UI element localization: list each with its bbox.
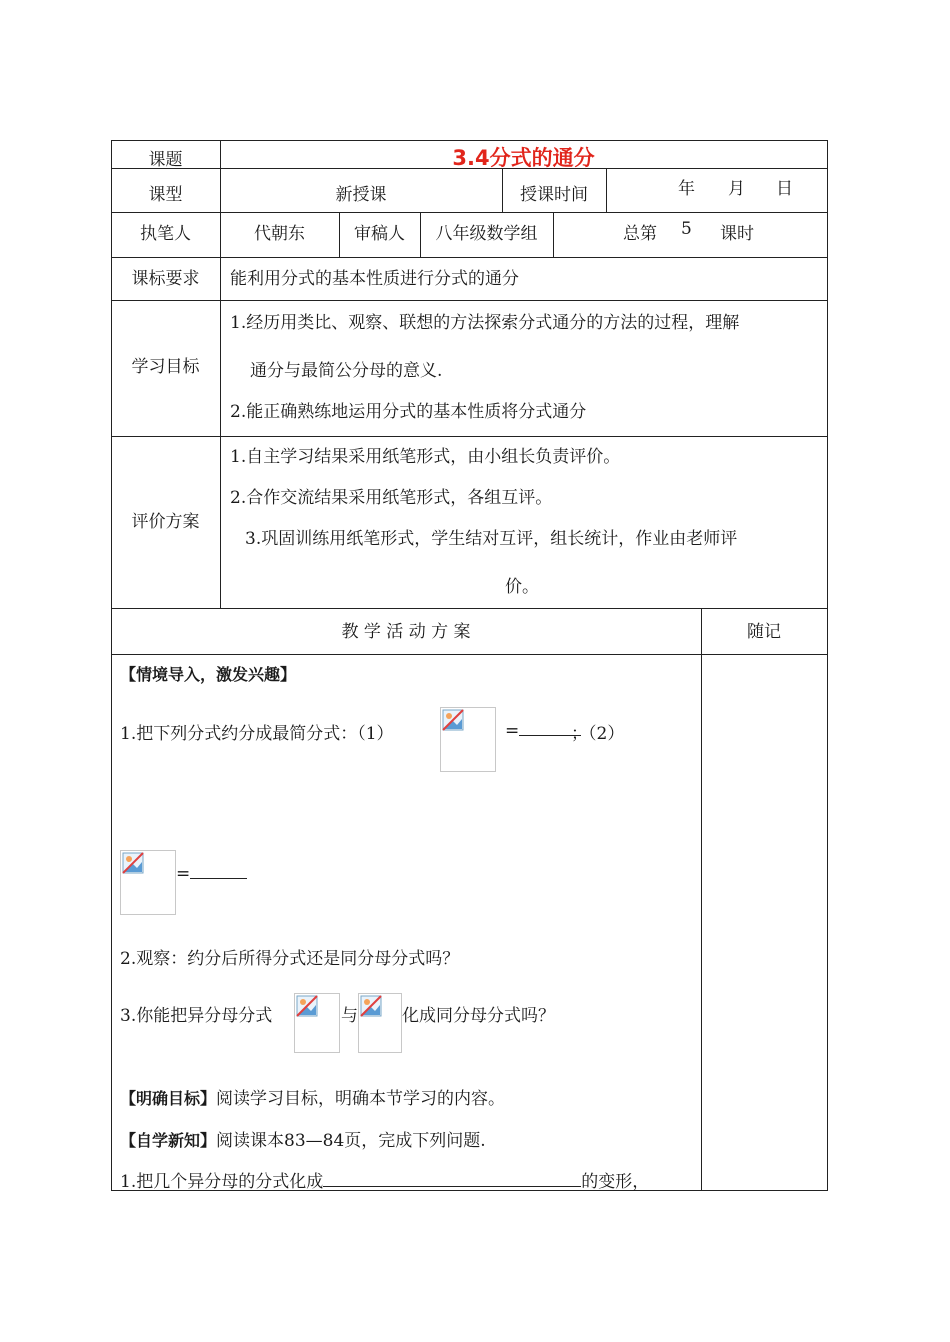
objective-1-cont: 通分与最简公分母的意义. <box>250 361 443 381</box>
reviewer-label: 审稿人 <box>354 224 405 244</box>
question-1-equals: = <box>505 719 581 741</box>
session-number: 5 <box>681 219 692 239</box>
self-study-line <box>120 1126 486 1151</box>
question-1b-equals: = <box>176 862 247 884</box>
standards-text: 能利用分式的基本性质进行分式的通分 <box>230 269 519 289</box>
date-month: 月 <box>728 179 745 199</box>
section-intro-title: 【情境导入，激发兴趣】 <box>120 665 297 684</box>
question-1-separator: ；（2） <box>571 724 625 744</box>
date-day: 日 <box>776 179 793 199</box>
evaluation-3-cont: 价。 <box>505 577 539 597</box>
self-study-title: 【自学新知】 <box>120 1131 217 1150</box>
goal-title: 【明确目标】 <box>120 1089 217 1108</box>
question-1: 1.把下列分式约分成最简分式：（1） <box>120 724 394 744</box>
goal-line <box>120 1084 505 1109</box>
question-3-suffix: 化成同分母分式吗？ <box>402 1006 555 1026</box>
objectives-label: 学习目标 <box>131 357 200 377</box>
question-3-prefix: 3.你能把异分母分式 <box>120 1006 273 1026</box>
type-value: 新授课 <box>335 185 387 205</box>
evaluation-1: 1.自主学习结果采用纸笔形式，由小组长负责评价。 <box>230 447 621 467</box>
evaluation-3: 3.巩固训练用纸笔形式，学生结对互评，组长统计，作业由老师评 <box>245 529 738 549</box>
author-label: 执笔人 <box>140 224 191 244</box>
author-value: 代朝东 <box>254 224 305 244</box>
evaluation-2: 2.合作交流结果采用纸笔形式，各组互评。 <box>230 488 553 508</box>
date-year: 年 <box>678 179 695 199</box>
objective-2: 2.能正确熟练地运用分式的基本性质将分式通分 <box>230 402 587 422</box>
fraction-image-placeholder <box>120 850 176 915</box>
question-2: 2.观察：约分后所得分式还是同分母分式吗？ <box>120 949 460 969</box>
goal-text: 阅读学习目标，明确本节学习的内容。 <box>216 1089 506 1109</box>
self-study-text: 阅读课本83—84页，完成下列问题. <box>216 1131 486 1151</box>
self-study-question-1: 1.把几个异分母的分式化成 的变形， <box>120 1172 650 1192</box>
evaluation-label: 评价方案 <box>131 512 200 532</box>
objective-1: 1.经历用类比、观察、联想的方法探索分式通分的方法的过程，理解 <box>230 313 740 333</box>
fraction-image-placeholder <box>358 993 402 1053</box>
session-suffix: 课时 <box>720 224 754 244</box>
page-title: 3.4分式的通分 <box>452 146 595 170</box>
image-icon <box>122 852 144 874</box>
fraction-image-placeholder <box>440 707 496 772</box>
reviewer-value: 八年级数学组 <box>435 224 538 244</box>
fraction-image-placeholder <box>294 993 340 1053</box>
session-prefix: 总第 <box>623 224 657 244</box>
image-icon <box>442 709 464 731</box>
image-icon <box>360 995 382 1017</box>
notes-header: 随记 <box>747 622 781 642</box>
topic-label: 课题 <box>148 150 183 170</box>
type-label: 课型 <box>148 185 183 205</box>
standards-label: 课标要求 <box>131 269 200 289</box>
time-label: 授课时间 <box>520 185 588 205</box>
activity-header: 教 学 活 动 方 案 <box>341 622 471 642</box>
question-3-and: 与 <box>341 1006 358 1026</box>
image-icon <box>296 995 318 1017</box>
